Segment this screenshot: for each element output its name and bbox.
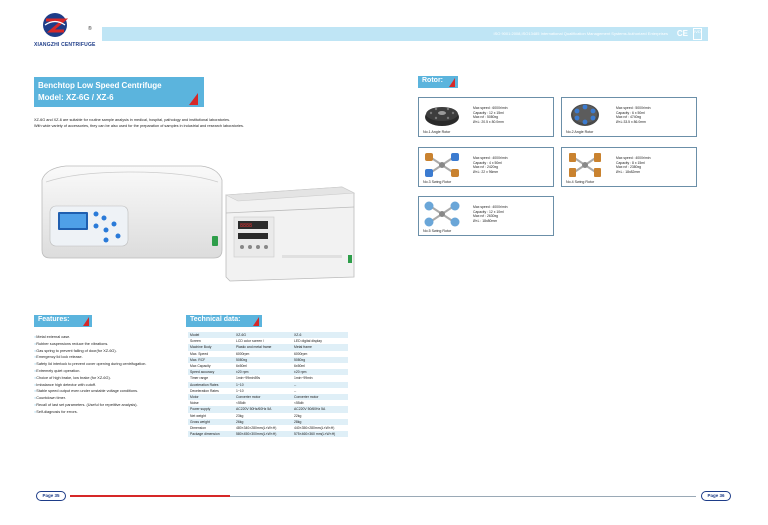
tech-table bbox=[188, 332, 348, 437]
tech-value-cell: 6000rpm bbox=[236, 351, 250, 356]
rotor-card-5 bbox=[418, 196, 554, 236]
registered-mark: ® bbox=[88, 26, 92, 32]
rotor-spec-line: Capacity : 12 x 10ml bbox=[473, 209, 504, 214]
product-model: Model: XZ-6G / XZ-6 bbox=[38, 93, 114, 102]
rotor-spec-line: Ø×L: 22 x 96mm bbox=[473, 169, 499, 174]
features-accent-icon bbox=[83, 317, 89, 326]
tech-label-cell: Timer range bbox=[190, 376, 209, 381]
intro-line-1: XZ-6G and XZ-6 are suitable for routine sample analysis in medical, hospital, pathology and institutional laboratories. bbox=[34, 118, 231, 122]
angle-rotor-image bbox=[565, 101, 605, 129]
product-title: Benchtop Low Speed Centrifuge bbox=[38, 81, 162, 90]
tech-row bbox=[188, 431, 348, 437]
tech-label-cell: Deceleration Rates bbox=[190, 388, 219, 393]
tech-label-cell: Package dimension bbox=[188, 431, 234, 437]
title-accent-icon bbox=[189, 93, 198, 105]
feature-item: ○ Recall of last set parameters. (Useful for repetitive analysis). bbox=[34, 402, 184, 409]
tech-label-cell: Power supply bbox=[188, 406, 234, 412]
tech-value-cell: 480×340×280mm(L×W×H) bbox=[236, 426, 277, 431]
rotor-name: No.4 Swing Rotor bbox=[566, 180, 595, 184]
tech-label-cell: Net weight bbox=[190, 413, 207, 418]
tech-value-cell: 440×350×280mm(L×W×H) bbox=[294, 426, 335, 431]
tech-label-cell: Machine Body bbox=[188, 344, 234, 350]
logo-icon bbox=[42, 12, 68, 38]
tech-value-cell: 6000rpm bbox=[294, 351, 308, 356]
tech-value-cell: AC220V 50/60Hz 5A bbox=[292, 406, 348, 412]
tech-label-cell: Motor bbox=[188, 394, 234, 400]
tech-value-cell: 580×450×300mm(L×W×H) bbox=[234, 431, 292, 437]
brand-name: XIANGZHI CENTRIFUGE bbox=[34, 42, 96, 48]
feature-item: ○ Imbalance high detector with cutoff. bbox=[34, 382, 184, 389]
tech-value-cell: -- bbox=[292, 382, 348, 388]
tech-value-cell: LCD color screen / bbox=[236, 339, 265, 344]
rotor-spec-line: Max speed : 6000r/min bbox=[473, 106, 508, 110]
tech-label-cell: Speed accuracy bbox=[188, 369, 234, 375]
rotor-spec-line: Max speed : 4000r/min bbox=[473, 205, 508, 209]
tech-value-cell: Plastic and metal frame bbox=[234, 344, 292, 350]
tech-value-cell: -- bbox=[294, 388, 297, 393]
swing-rotor-image bbox=[565, 151, 605, 179]
intro-line-2: With wide variety of accessories, they can be also used for the preparation of samples in industrial and research laboratories. bbox=[34, 124, 244, 128]
feature-item: ○ Stable speed output even under unstable voltage conditions. bbox=[34, 388, 184, 395]
ivd-mark-icon: IVD bbox=[693, 28, 702, 40]
tech-value-cell: 6x50ml bbox=[236, 364, 247, 369]
tech-label-cell: Max. RCF bbox=[188, 357, 234, 363]
ce-mark-icon: CE bbox=[676, 29, 688, 38]
tech-value-cell: XZ-6 bbox=[292, 332, 348, 338]
features-heading bbox=[34, 315, 92, 327]
tech-value-cell: <55db bbox=[294, 401, 304, 406]
rotor-spec-line: Ø×L: 20.5 x 80.0mm bbox=[473, 119, 504, 124]
feature-item: ○ Emergency lid lock release. bbox=[34, 354, 184, 361]
feature-item: ○ Metal external case. bbox=[34, 334, 184, 341]
feature-item: ○ Rubber suspensions reduce the vibrations. bbox=[34, 341, 184, 348]
tech-value-cell: 1min~99min59s bbox=[236, 376, 261, 381]
tech-value-cell: 28kg bbox=[292, 419, 348, 425]
tech-value-cell: Converter motor bbox=[292, 394, 348, 400]
tech-heading-label: Technical data: bbox=[190, 316, 241, 323]
tech-label-cell: Dimension bbox=[190, 426, 207, 431]
tech-value-cell: 22kg bbox=[294, 413, 302, 418]
rotor-specs bbox=[473, 205, 508, 223]
angle-rotor-image bbox=[422, 101, 462, 129]
rotor-spec-line: Max rcf : 5080xg bbox=[473, 115, 499, 120]
rotor-spec-line: Max rcf : 2380xg bbox=[616, 165, 642, 170]
feature-item: ○ Choice of high brake, low brake (for XZ-6G). bbox=[34, 375, 184, 382]
tech-label-cell: Gross weight bbox=[188, 419, 234, 425]
features-heading-label: Features: bbox=[38, 316, 70, 323]
rotor-specs bbox=[616, 106, 651, 124]
rotor-spec-line: Capacity : 12 x 15ml bbox=[473, 110, 504, 115]
rotor-spec-line: Ø×L : 18x82mm bbox=[616, 169, 641, 174]
swing-rotor-image bbox=[422, 151, 462, 179]
feature-item: ○ Gas spring to prevent falling of door(for XZ-6G). bbox=[34, 348, 184, 355]
rotor-name: No.2 Angle Rotor bbox=[566, 130, 594, 134]
footer-divider bbox=[230, 496, 696, 497]
rotor-heading bbox=[418, 76, 458, 88]
rotor-spec-line: Capacity : 4 x 50ml bbox=[473, 160, 502, 165]
tech-label-cell: Noise bbox=[190, 401, 199, 406]
rotor-spec-line: Max speed : 5000r/min bbox=[616, 106, 651, 110]
rotor-specs bbox=[473, 106, 508, 124]
feature-item: ○ Self-diagnosis for errors. bbox=[34, 409, 184, 416]
tech-label-cell: Max Capacity bbox=[190, 364, 211, 369]
page-number-left: Page 35 bbox=[36, 491, 66, 501]
product-title-block bbox=[34, 77, 204, 107]
tech-value-cell: AC220V 50Hz/60Hz 5A bbox=[234, 406, 292, 412]
rotor-spec-line: Capacity : 8 x 15ml bbox=[616, 160, 645, 165]
tech-value-cell: 1min~99min bbox=[294, 376, 313, 381]
tech-value-cell: <55db bbox=[236, 401, 246, 406]
rotor-spec-line: Max speed : 4000r/min bbox=[473, 156, 508, 160]
tech-value-cell: Converter motor bbox=[234, 394, 292, 400]
rotor-card-2 bbox=[561, 97, 697, 137]
feature-item: ○ Safety lid interlock to prevent cover opening during centrifugation. bbox=[34, 361, 184, 368]
feature-item: ○ Countdown timer. bbox=[34, 395, 184, 402]
tech-label-cell: Max. Speed bbox=[190, 351, 209, 356]
tech-value-cell: 6x50ml bbox=[294, 364, 305, 369]
rotor-accent-icon bbox=[449, 78, 455, 87]
rotor-card-1 bbox=[418, 97, 554, 137]
swing-rotor-image bbox=[422, 200, 462, 228]
tech-value-cell: LED digital display bbox=[294, 339, 322, 344]
tech-heading bbox=[186, 315, 262, 327]
tech-value-cell: 1~10 bbox=[236, 388, 244, 393]
feature-item: ○ Extremely quiet operation. bbox=[34, 368, 184, 375]
tech-value-cell: 575×460×360 mm(L×W×H) bbox=[292, 431, 348, 437]
header-bar bbox=[102, 27, 708, 41]
rotor-specs bbox=[616, 156, 651, 174]
tech-accent-icon bbox=[253, 317, 259, 326]
tech-label-cell: Model bbox=[188, 332, 234, 338]
tech-value-cell: 23kg bbox=[236, 413, 244, 418]
rotor-spec-line: Capacity : 6 x 50ml bbox=[616, 110, 645, 115]
tech-value-cell: 5080xg bbox=[234, 357, 292, 363]
rotor-spec-line: Max speed : 4000r/min bbox=[616, 156, 651, 160]
rotor-spec-line: Ø×L : 18x80mm bbox=[473, 218, 498, 223]
svg-text:8888: 8888 bbox=[240, 223, 253, 229]
centrifuge-xz6g-image bbox=[36, 162, 226, 260]
tech-value-cell: 1~10 bbox=[234, 382, 292, 388]
rotor-specs bbox=[473, 156, 508, 174]
centrifuge-xz6-image bbox=[222, 185, 358, 283]
tech-label-cell: Acceleration Rates bbox=[188, 382, 234, 388]
tech-value-cell: 26kg bbox=[234, 419, 292, 425]
rotor-spec-line: Max rcf : 2630xg bbox=[473, 214, 499, 219]
tech-label-cell: Screen bbox=[190, 339, 201, 344]
rotor-card-4 bbox=[561, 147, 697, 187]
rotor-spec-line: Ø×L:33.5 x 86.0mm bbox=[616, 119, 646, 124]
rotor-spec-line: Max rcf : 2420xg bbox=[473, 165, 499, 170]
tech-value-cell: Metal frame bbox=[292, 344, 348, 350]
tech-value-cell: ±20 rpm bbox=[234, 369, 292, 375]
rotor-card-3 bbox=[418, 147, 554, 187]
rotor-spec-line: Max rcf : 4740xg bbox=[616, 115, 642, 120]
footer-accent-line bbox=[70, 495, 230, 497]
page-number-right: Page 36 bbox=[701, 491, 731, 501]
features-list bbox=[34, 334, 184, 416]
tech-value-cell: ±20 rpm bbox=[292, 369, 348, 375]
tech-value-cell: 5080xg bbox=[292, 357, 348, 363]
company-logo bbox=[34, 12, 94, 52]
rotor-name: No.1 Angle Rotor bbox=[423, 130, 451, 134]
rotor-name: No.3 Swing Rotor bbox=[423, 180, 452, 184]
intro-text bbox=[34, 117, 334, 129]
certification-text: ISO 9001:2008,ISO13485 International Qualification Management Systems Authorized Enterprises bbox=[493, 31, 668, 36]
tech-value-cell: XZ-6G bbox=[234, 332, 292, 338]
rotor-heading-label: Rotor: bbox=[422, 77, 443, 84]
rotor-name: No.5 Swing Rotor bbox=[423, 229, 452, 233]
